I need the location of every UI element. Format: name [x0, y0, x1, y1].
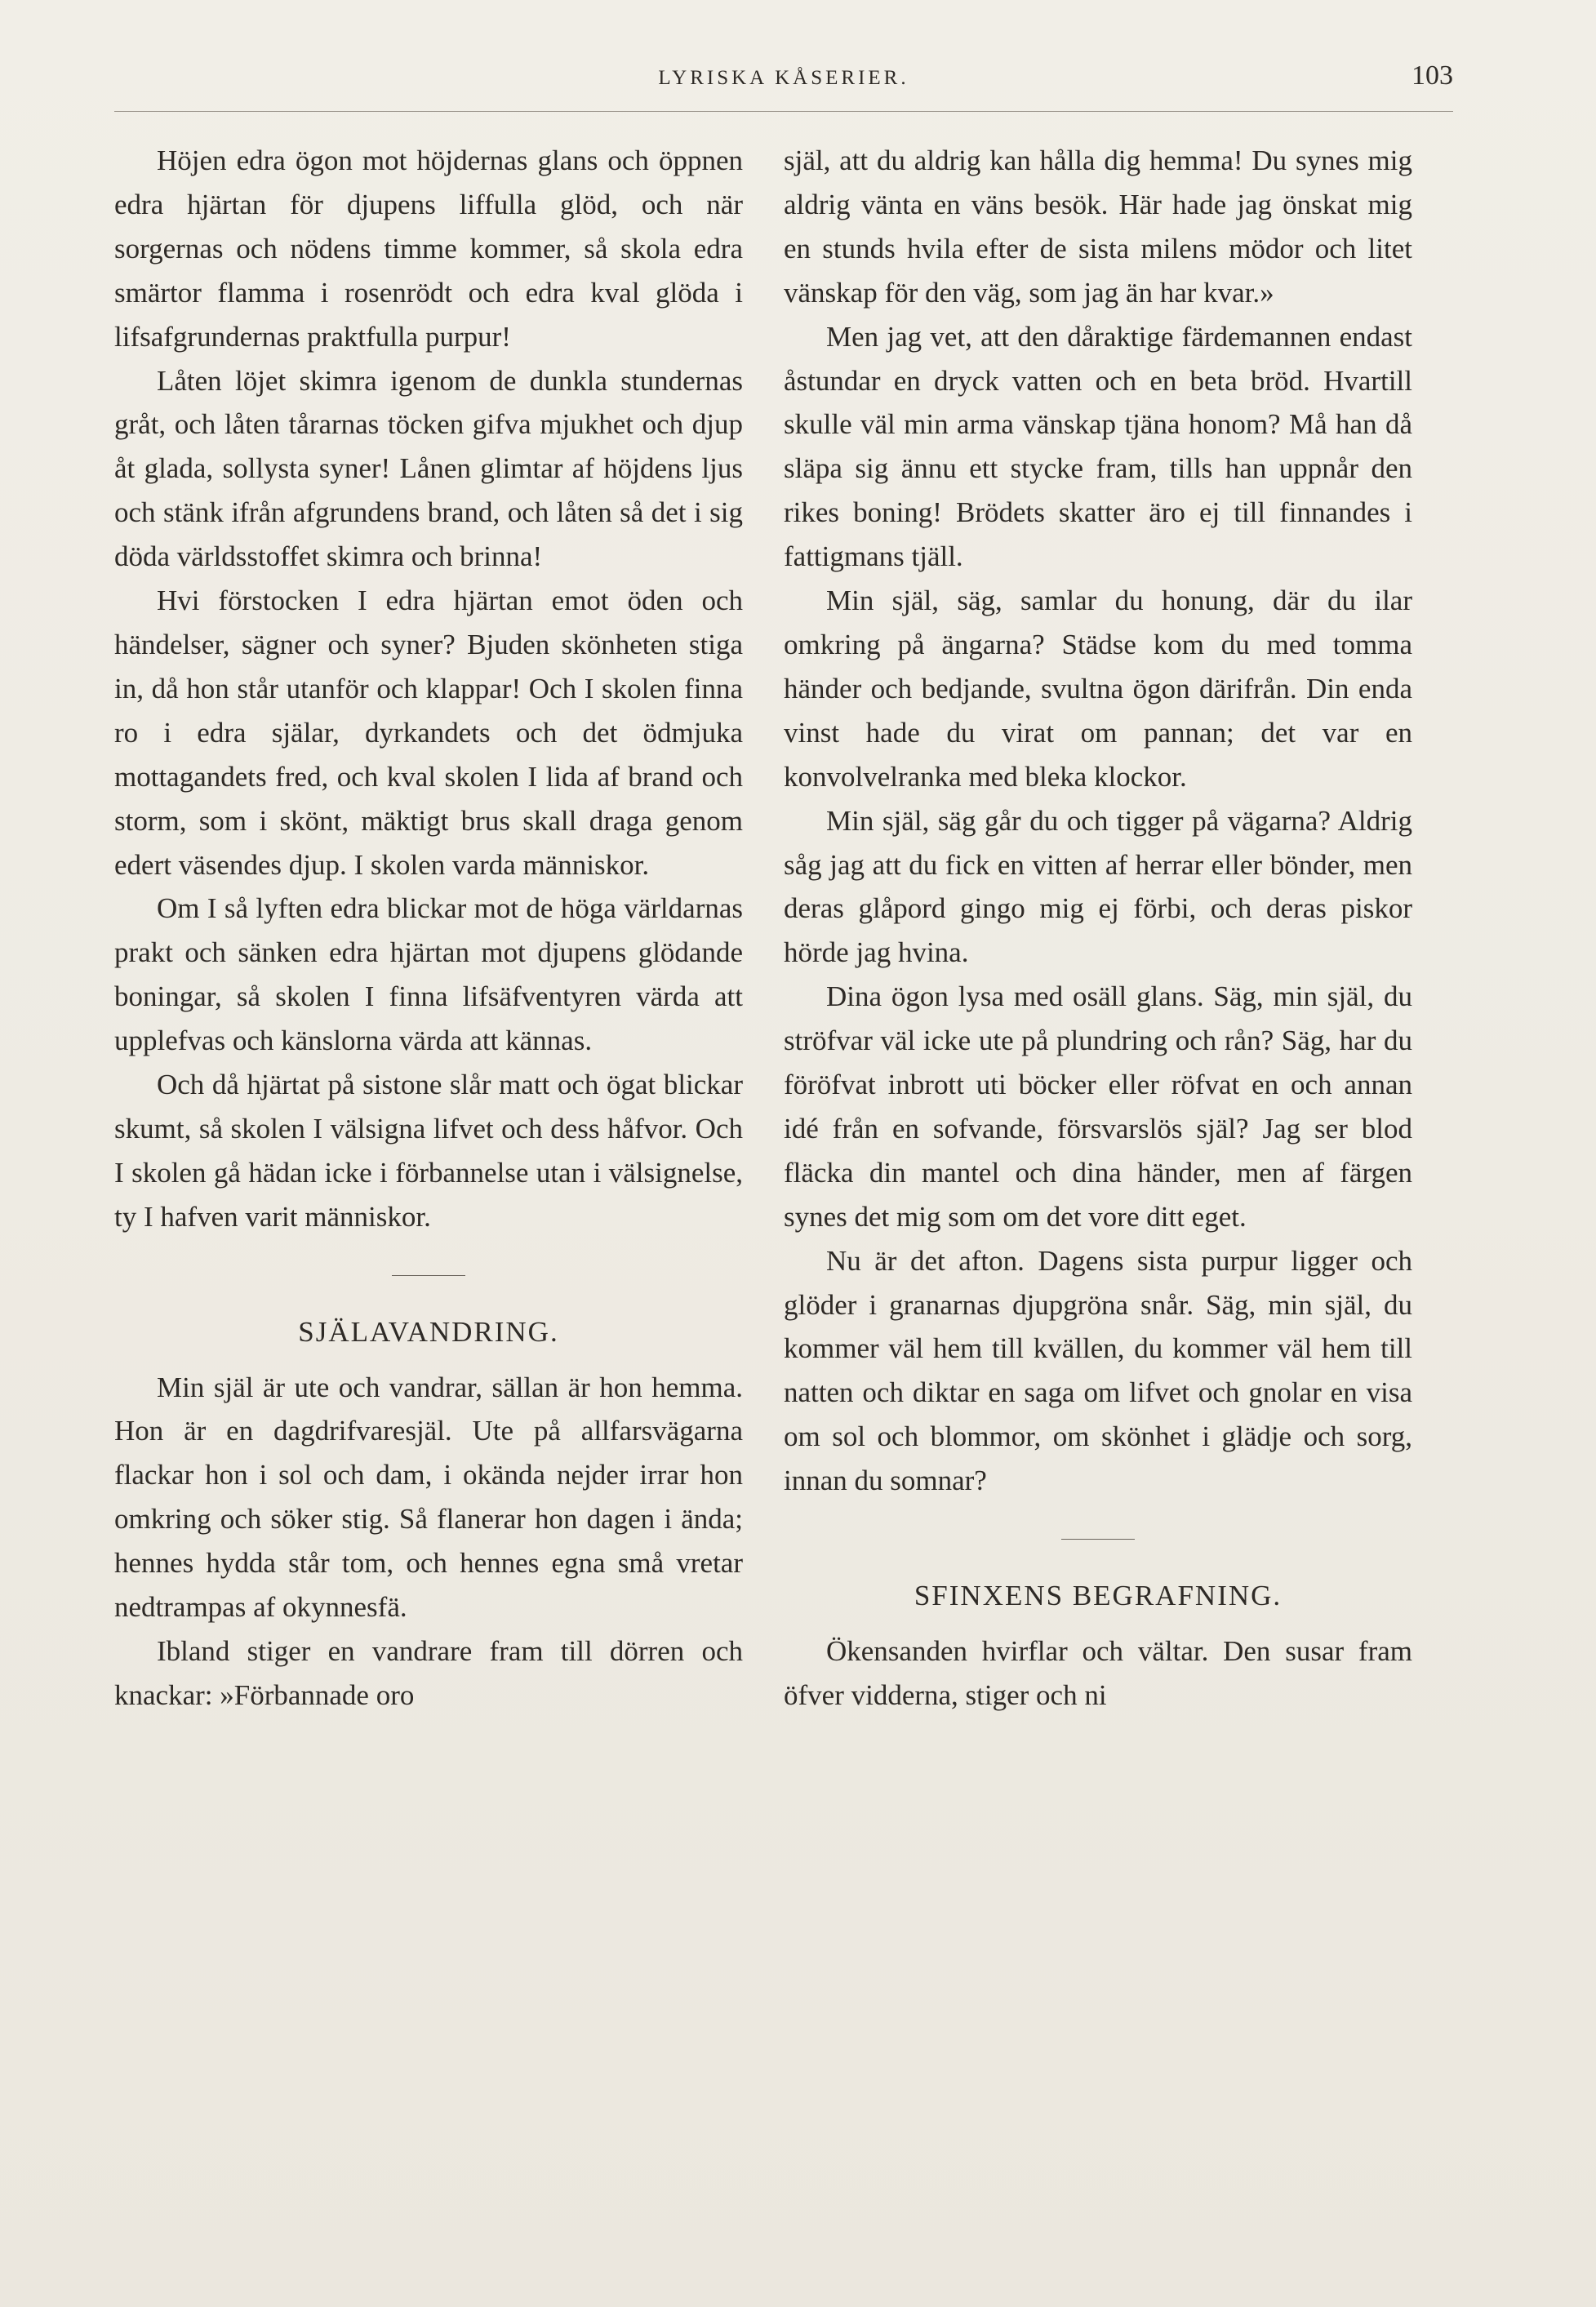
section-divider	[1061, 1539, 1135, 1540]
section-title: SJÄLAVANDRING.	[298, 1315, 559, 1348]
paragraph: Min själ, säg, samlar du honung, där du ilar omkring på ängarna? Städse kom du med tomma händer och bedjande, svultna ögon därifrån. Din enda vinst hade du virat om pannan; det var en konvolvelranka med bleka klockor.	[784, 585, 1412, 793]
paragraph: Och då hjärtat på sistone slår matt och ögat blickar skumt, så skolen I välsigna lifvet och dess håfvor. Och I skolen gå hädan icke i förbannelse utan i välsignelse, ty I hafven varit människor.	[114, 1069, 743, 1233]
header-rule	[114, 111, 1453, 112]
right-column	[784, 139, 1412, 1718]
paragraph: Nu är det afton. Dagens sista purpur ligger och glöder i granarnas djupgröna snår. Säg, min själ, du kommer väl hem till kvällen, du kommer väl hem till natten och diktar en saga om lifvet och gnolar en visa om sol och blommor, om skönhet i glädje och sorg, innan du somnar?	[784, 1244, 1412, 1497]
page-header	[114, 57, 1453, 114]
paragraph: Min själ är ute och vandrar, sällan är hon hemma. Hon är en dagdrifvaresjäl. Ute på allfarsvägarna flackar hon i sol och dam, i okända nejder irrar hon omkring och söker stig. Så flanerar hon dagen i ända; hennes hydda står tom, och hennes egna små vretar nedtrampas af okynnesfä.	[114, 1371, 743, 1624]
paragraph: Dina ögon lysa med osäll glans. Säg, min själ, du ströfvar väl icke ute på plundring och rån? Säg, har du föröfvat inbrott uti böcker eller röfvat en och annan idé från en sofvande, försvarslös själ? Jag ser blod fläcka din mantel och dina händer, men af färgen synes det mig som om det vore ditt eget.	[784, 980, 1412, 1233]
running-head: LYRISKA KÅSERIER.	[658, 67, 909, 89]
paragraph: Hvi förstocken I edra hjärtan emot öden och händelser, sägner och syner? Bjuden skönheten stiga in, då hon står utanför och klappar! Och I skolen finna ro i edra själar, dyrkandets och det ödmjuka mottagandets fred, och kval skolen I lida af brand och storm, som i skönt, mäktigt brus skall draga genom edert väsendes djup. I skolen varda människor.	[114, 585, 743, 881]
paragraph: Ökensanden hvirflar och vältar. Den susar fram öfver vidderna, stiger och ni	[784, 1635, 1412, 1711]
paragraph: Ibland stiger en vandrare fram till dörren och knackar: »Förbannade oro	[114, 1635, 743, 1711]
paragraph: själ, att du aldrig kan hålla dig hemma! Du synes mig aldrig vänta en väns besök. Här hade jag önskat mig en stunds hvila efter de sista milens mödor och litet vänskap för den väg, som jag än har kvar.»	[784, 144, 1412, 309]
paragraph: Min själ, säg går du och tigger på vägarna? Aldrig såg jag att du fick en vitten af herrar eller bönder, men deras glåpord gingo mig ej förbi, och deras piskor hörde jag hvina.	[784, 804, 1412, 969]
page-number: 103	[1412, 60, 1453, 91]
paragraph: Om I så lyften edra blickar mot de höga världarnas prakt och sänken edra hjärtan mot djupens glödande boningar, så skolen I finna lifsäfventyren värda att upplefvas och känslorna värda att kännas.	[114, 892, 743, 1057]
left-column	[114, 139, 743, 1718]
paragraph: Låten löjet skimra igenom de dunkla stundernas gråt, och låten tårarnas töcken gifva mjukhet och djup åt glada, sollysta syner! Lånen glimtar af höjdens ljus och stänk ifrån afgrundens brand, och låten så det i sig döda världsstoffet skimra och brinna!	[114, 364, 743, 573]
section-title: SFINXENS BEGRAFNING.	[914, 1580, 1283, 1612]
paragraph: Men jag vet, att den dåraktige färdemannen endast åstundar en dryck vatten och en beta bröd. Hvartill skulle väl min arma vänskap tjäna honom? Må han då släpa sig ännu ett stycke fram, tills han uppnår den rikes boning! Brödets skatter äro ej till finnandes i fattigmans tjäll.	[784, 320, 1412, 573]
section-divider	[392, 1275, 465, 1276]
paragraph: Höjen edra ögon mot höjdernas glans och öppnen edra hjärtan för djupens liffulla glöd, och när sorgernas och nödens timme kommer, så skola edra smärtor flamma i rosenrödt och edra kval glöda i lifsafgrundernas praktfulla purpur!	[114, 144, 743, 353]
